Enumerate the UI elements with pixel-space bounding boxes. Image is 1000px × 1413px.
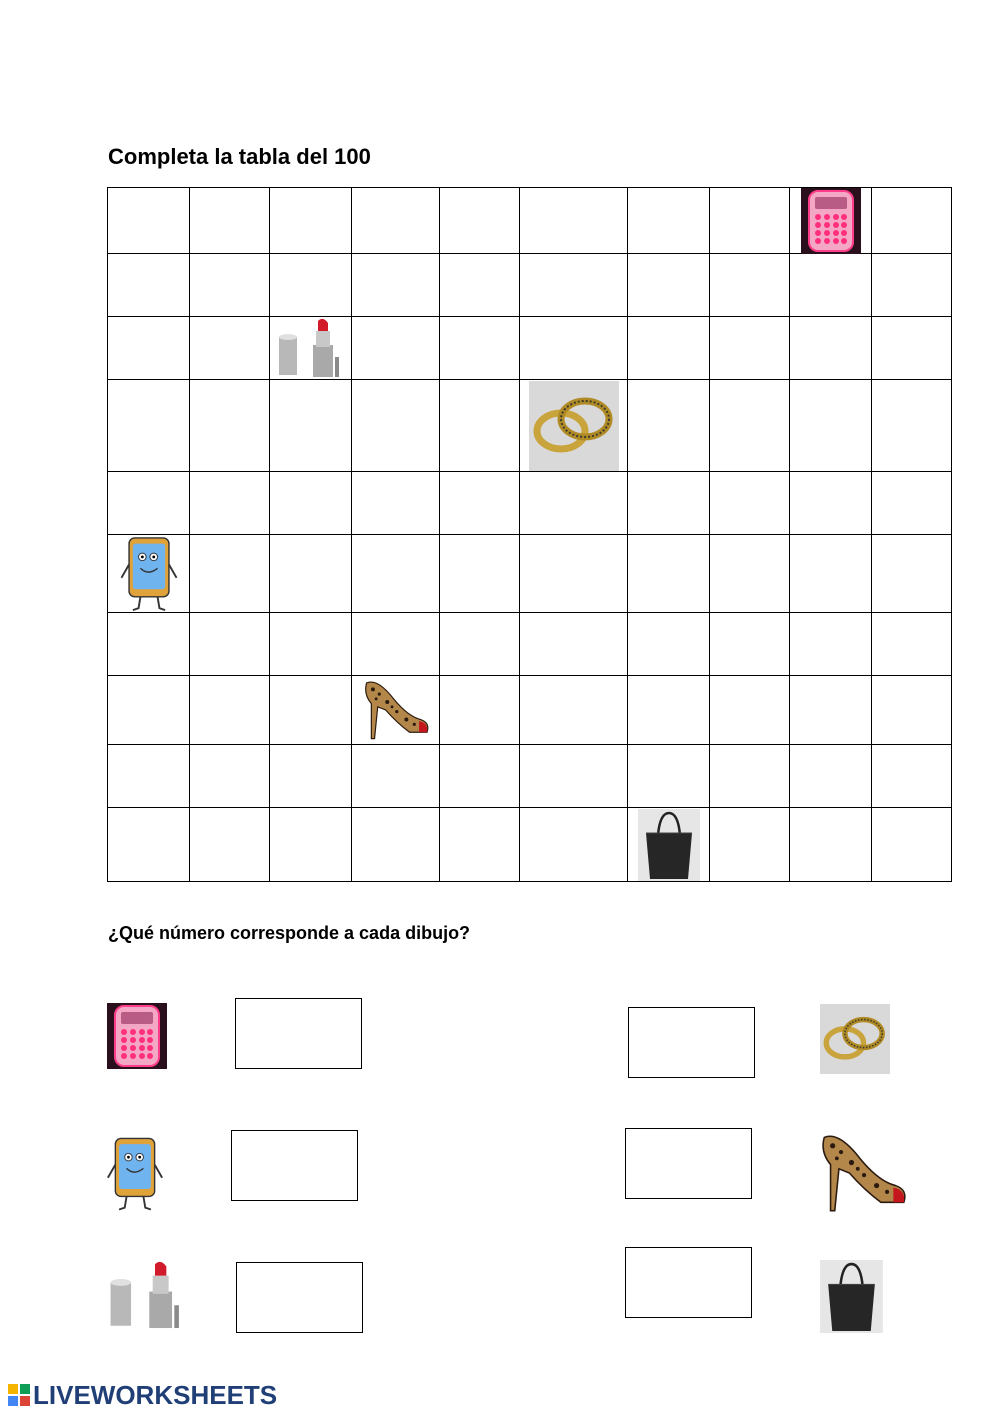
table-cell[interactable] (710, 745, 790, 808)
table-cell[interactable] (790, 317, 872, 380)
table-cell[interactable] (520, 676, 628, 745)
table-row (108, 254, 952, 317)
table-cell[interactable] (872, 188, 952, 254)
table-cell[interactable] (352, 380, 440, 472)
table-cell[interactable] (352, 472, 440, 535)
table-cell[interactable] (872, 472, 952, 535)
table-cell[interactable] (872, 535, 952, 613)
table-cell[interactable] (710, 380, 790, 472)
table-cell[interactable] (872, 745, 952, 808)
table-cell[interactable] (628, 613, 710, 676)
handbag-icon (638, 809, 700, 881)
table-cell[interactable] (270, 808, 352, 882)
table-cell[interactable] (790, 745, 872, 808)
table-cell[interactable] (628, 317, 710, 380)
table-cell[interactable] (108, 188, 190, 254)
rings-icon (820, 1004, 890, 1074)
table-cell[interactable] (270, 380, 352, 472)
lipstick-icon (275, 317, 347, 379)
handbag-icon (820, 1260, 883, 1333)
table-cell[interactable] (440, 613, 520, 676)
table-cell[interactable] (520, 535, 628, 613)
table-cell[interactable] (352, 808, 440, 882)
table-cell[interactable] (270, 535, 352, 613)
table-row (108, 535, 952, 613)
calculator-icon (107, 998, 167, 1074)
question-text: ¿Qué número corresponde a cada dibujo? (108, 923, 471, 943)
table-cell[interactable] (440, 808, 520, 882)
table-cell[interactable] (628, 676, 710, 745)
table-cell[interactable] (190, 613, 270, 676)
table-cell[interactable] (790, 380, 872, 472)
table-row (108, 472, 952, 535)
table-cell[interactable] (520, 188, 628, 254)
table-cell[interactable] (790, 188, 872, 254)
table-cell[interactable] (520, 613, 628, 676)
table-cell[interactable] (190, 472, 270, 535)
phone-icon (118, 536, 180, 612)
table-cell[interactable] (440, 188, 520, 254)
table-cell[interactable] (270, 676, 352, 745)
table-cell[interactable] (872, 254, 952, 317)
table-cell[interactable] (190, 676, 270, 745)
rings-icon (529, 381, 619, 471)
table-cell[interactable] (520, 254, 628, 317)
table-cell[interactable] (872, 808, 952, 882)
table-cell[interactable] (710, 535, 790, 613)
table-row (108, 613, 952, 676)
table-cell[interactable] (190, 745, 270, 808)
table-row (108, 808, 952, 882)
table-row (108, 188, 952, 254)
answer-box-calculator[interactable] (235, 998, 362, 1069)
table-cell[interactable] (628, 380, 710, 472)
table-cell[interactable] (790, 613, 872, 676)
table-cell[interactable] (352, 317, 440, 380)
table-cell[interactable] (790, 676, 872, 745)
table-cell[interactable] (352, 535, 440, 613)
table-cell[interactable] (520, 745, 628, 808)
table-cell[interactable] (352, 254, 440, 317)
phone-icon (106, 1133, 164, 1215)
table-cell[interactable] (710, 254, 790, 317)
answer-box-high-heel[interactable] (625, 1128, 752, 1199)
table-cell[interactable] (108, 808, 190, 882)
table-cell[interactable] (108, 676, 190, 745)
table-cell[interactable] (710, 472, 790, 535)
table-cell[interactable] (190, 380, 270, 472)
answer-box-phone[interactable] (231, 1130, 358, 1201)
answer-box-lipstick[interactable] (236, 1262, 363, 1333)
table-cell[interactable] (872, 613, 952, 676)
table-cell[interactable] (440, 254, 520, 317)
table-cell[interactable] (790, 808, 872, 882)
table-cell[interactable] (190, 317, 270, 380)
table-cell[interactable] (440, 676, 520, 745)
table-row (108, 317, 952, 380)
brand-logo[interactable]: LIVEWORKSHEETS (33, 1380, 278, 1410)
high-heel-icon (818, 1126, 908, 1220)
table-cell[interactable] (710, 613, 790, 676)
table-cell[interactable] (710, 188, 790, 254)
table-cell[interactable] (710, 676, 790, 745)
table-cell[interactable] (108, 254, 190, 317)
table-cell[interactable] (520, 808, 628, 882)
table-cell[interactable] (872, 317, 952, 380)
table-cell[interactable] (440, 472, 520, 535)
table-cell[interactable] (790, 472, 872, 535)
table-cell[interactable] (628, 745, 710, 808)
table-row (108, 676, 952, 745)
table-cell[interactable] (270, 745, 352, 808)
table-cell[interactable] (190, 254, 270, 317)
liveworksheets-logo-icon (8, 1384, 30, 1406)
lipstick-icon (106, 1257, 188, 1333)
table-cell[interactable] (108, 380, 190, 472)
calculator-icon (801, 188, 861, 254)
table-cell[interactable] (190, 188, 270, 254)
table-cell[interactable] (520, 317, 628, 380)
table-cell[interactable] (108, 472, 190, 535)
table-cell[interactable] (440, 317, 520, 380)
table-cell[interactable] (352, 745, 440, 808)
table-cell[interactable] (790, 254, 872, 317)
table-cell[interactable] (710, 317, 790, 380)
table-cell[interactable] (108, 613, 190, 676)
table-row (108, 745, 952, 808)
table-cell[interactable] (790, 535, 872, 613)
table-cell[interactable] (270, 188, 352, 254)
table-cell[interactable] (872, 676, 952, 745)
table-cell[interactable] (440, 535, 520, 613)
hundred-table (107, 187, 952, 882)
table-cell[interactable] (270, 317, 352, 380)
page-title: Completa la tabla del 100 (108, 144, 371, 169)
high-heel-icon (356, 675, 436, 745)
table-cell[interactable] (520, 380, 628, 472)
table-row (108, 380, 952, 472)
table-cell[interactable] (190, 535, 270, 613)
table-cell[interactable] (520, 472, 628, 535)
table-cell[interactable] (628, 472, 710, 535)
table-cell[interactable] (628, 254, 710, 317)
table-cell[interactable] (872, 380, 952, 472)
table-cell[interactable] (440, 745, 520, 808)
table-cell[interactable] (352, 613, 440, 676)
table-cell[interactable] (108, 535, 190, 613)
table-cell[interactable] (440, 380, 520, 472)
table-cell[interactable] (352, 676, 440, 745)
table-cell[interactable] (628, 535, 710, 613)
table-cell[interactable] (628, 808, 710, 882)
answer-box-handbag[interactable] (625, 1247, 752, 1318)
table-cell[interactable] (270, 613, 352, 676)
table-cell[interactable] (108, 317, 190, 380)
table-cell[interactable] (710, 808, 790, 882)
table-cell[interactable] (270, 254, 352, 317)
table-cell[interactable] (628, 188, 710, 254)
table-cell[interactable] (190, 808, 270, 882)
answer-box-rings[interactable] (628, 1007, 755, 1078)
table-cell[interactable] (352, 188, 440, 254)
table-cell[interactable] (108, 745, 190, 808)
table-cell[interactable] (270, 472, 352, 535)
